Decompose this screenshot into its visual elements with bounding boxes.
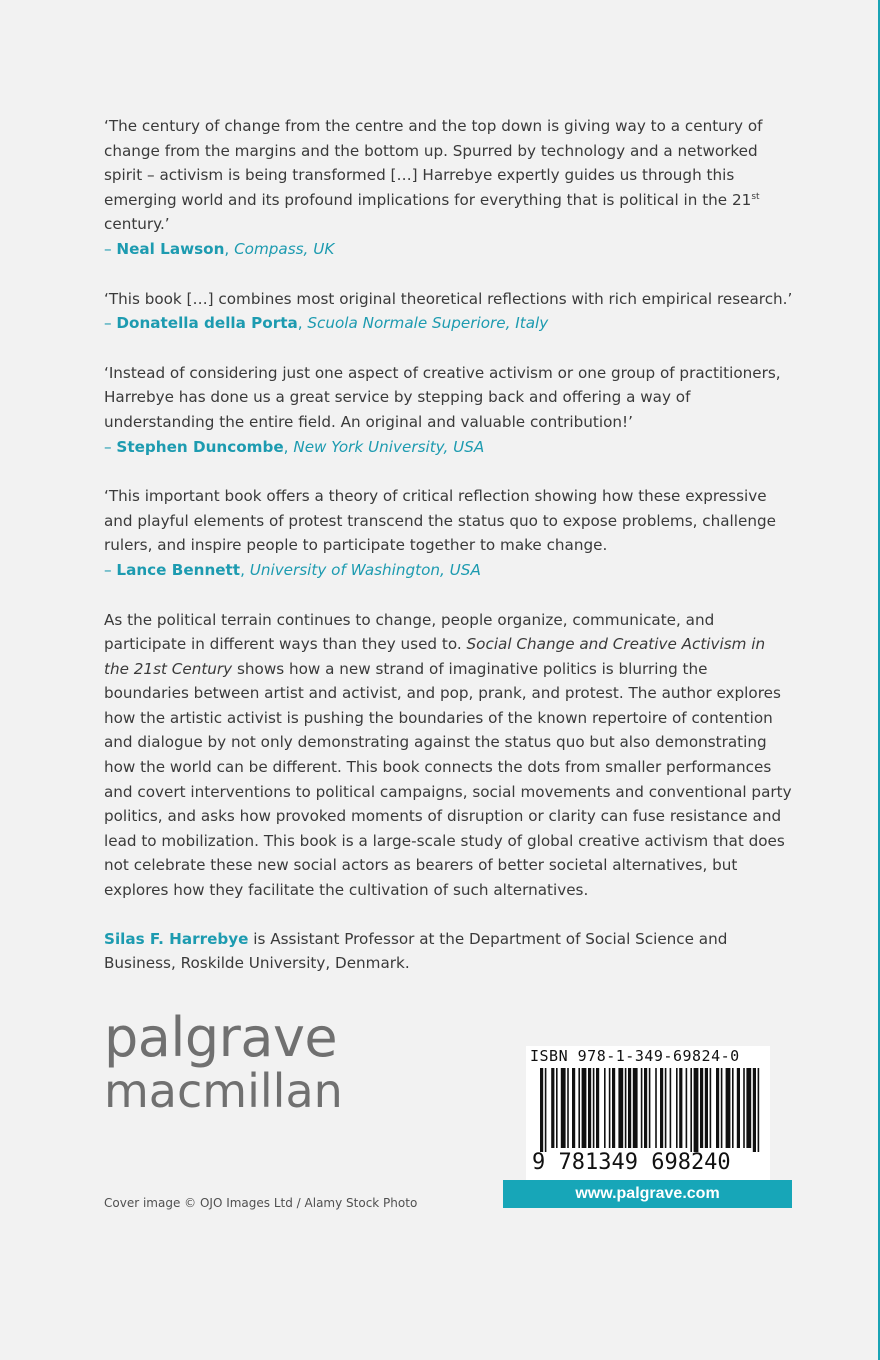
- barcode-bar: [625, 1068, 627, 1148]
- isbn-barcode: [526, 1046, 770, 1180]
- barcode-bar: [633, 1068, 638, 1148]
- barcode-bar: [618, 1068, 623, 1148]
- barcode-digits: 9 781349 698240: [532, 1150, 731, 1175]
- barcode-bar: [690, 1068, 692, 1152]
- barcode-bar: [676, 1068, 678, 1148]
- barcode-bar: [694, 1068, 699, 1152]
- barcode-bar: [567, 1068, 569, 1148]
- barcode-bar: [593, 1068, 595, 1148]
- barcode-bar: [609, 1068, 611, 1148]
- barcode-bar: [556, 1068, 558, 1148]
- barcode-bar: [670, 1068, 672, 1148]
- barcode-bar: [716, 1068, 719, 1148]
- author-name: Silas F. Harrebye: [104, 929, 249, 948]
- review-attribution: – Donatella della Porta, Scuola Normale Superiore, Italy: [104, 314, 549, 333]
- barcode-bar: [628, 1068, 631, 1148]
- barcode-bar: [737, 1068, 740, 1148]
- book-description: [104, 608, 794, 903]
- book-title-italic: Social Change and Creative Activism in the 21st Century: [104, 635, 766, 678]
- barcode-bar: [582, 1068, 587, 1148]
- review-quote-text: ‘The century of change from the centre and the top down is giving way to a century of change from the margins and the bottom up. Spurred by technology and a networked spirit – activism is being transformed […] Harrebye expertly guides us through this emerging world and its profound implications for everything that is political in the 21: [104, 117, 763, 209]
- barcode-bar: [572, 1068, 575, 1148]
- barcode-bar: [700, 1068, 703, 1148]
- barcode-bar: [596, 1068, 599, 1148]
- barcode-bar: [705, 1068, 708, 1148]
- barcode-bar: [644, 1068, 647, 1148]
- publisher-url[interactable]: www.palgrave.com: [503, 1180, 792, 1208]
- barcode-bar: [551, 1068, 554, 1148]
- barcode-bar: [710, 1068, 712, 1148]
- cover-image-credit: Cover image © OJO Images Ltd / Alamy Stock Photo: [104, 1196, 418, 1210]
- review-2: [104, 287, 794, 336]
- barcode-bar: [753, 1068, 756, 1152]
- review-quote: ‘This important book offers a theory of critical reflection showing how these expressive and playful elements of protest transcend the status quo to expose problems, challenge rulers, and inspire people to participate together to make change.: [104, 487, 776, 555]
- reviewer-affiliation: Scuola Normale Superiore, Italy: [307, 314, 549, 333]
- barcode-bar: [545, 1068, 547, 1152]
- barcode-bar: [758, 1068, 760, 1152]
- barcode-bar: [721, 1068, 723, 1148]
- reviewer-name: Stephen Duncombe: [116, 437, 284, 456]
- review-quote: [104, 114, 794, 237]
- isbn-label: ISBN 978-1-349-69824-0: [530, 1047, 740, 1065]
- barcode-bar: [660, 1068, 663, 1148]
- barcode-bar: [726, 1068, 731, 1148]
- review-attribution: – Stephen Duncombe, New York University, USA: [104, 437, 485, 456]
- review-attribution: – Neal Lawson, Compass, UK: [104, 239, 335, 258]
- barcode-bar: [746, 1068, 751, 1148]
- description-text-start: As the political terrain continues to change, people organize, communicate, and participate in different ways than they used to.: [104, 610, 715, 654]
- barcode-bar: [612, 1068, 615, 1148]
- author-bio-text: is Assistant Professor at the Department of Social Science and Business, Roskilde University, Denmark.: [104, 929, 728, 973]
- reviewer-affiliation: University of Washington, USA: [249, 560, 481, 579]
- review-quote: ‘Instead of considering just one aspect of creative activism or one group of practitioners, Harrebye has done us a great service by stepping back and offering a way of understanding the entire field. An original and valuable contribution!’: [104, 363, 781, 431]
- reviewer-affiliation: Compass, UK: [234, 239, 335, 258]
- publisher-logo: [104, 1008, 343, 1116]
- reviewer-name: Lance Bennett: [116, 560, 241, 579]
- review-quote-superscript: st: [751, 191, 760, 202]
- barcode-bar: [655, 1068, 657, 1148]
- review-1: [104, 114, 794, 262]
- review-4: [104, 484, 794, 582]
- reviewer-name: Donatella della Porta: [116, 314, 298, 333]
- reviewer-name: Neal Lawson: [116, 239, 225, 258]
- barcode-bar: [588, 1068, 591, 1148]
- barcode-bar: [665, 1068, 667, 1148]
- barcode-bar: [732, 1068, 734, 1148]
- barcode-bar: [679, 1068, 682, 1148]
- barcode-bar: [578, 1068, 580, 1148]
- review-quote: ‘This book […] combines most original theoretical reflections with rich empirical research.’: [104, 289, 793, 308]
- author-bio: [104, 927, 794, 976]
- review-3: [104, 361, 794, 459]
- description-text-end: shows how a new strand of imaginative politics is blurring the boundaries between artist and activist, and pop, prank, and protest. The author explores how the artistic activist is pushing the boundaries of the known repertoire of contention and dialogue by not only demonstrating against the status quo but also demonstrating how the world can be different. This book connects the dots from smaller performances and covert interventions to political campaigns, social movements and conventional party politics, and asks how provoked moments of disruption or clarity can fuse resistance and lead to mobilization. This book is a large-scale study of global creative activism that does not celebrate these new social actors as bearers of better societal alternatives, but explores how they facilitate the cultivation of such alternatives.: [104, 659, 792, 900]
- barcode-bar: [649, 1068, 651, 1148]
- barcode-bar: [641, 1068, 643, 1148]
- review-attribution: – Lance Bennett, University of Washington, USA: [104, 560, 481, 579]
- barcode-bar: [743, 1068, 745, 1148]
- review-quote-end: century.’: [104, 215, 170, 234]
- publisher-logo-line2: macmillan: [104, 1064, 343, 1118]
- barcode-bar: [686, 1068, 688, 1148]
- reviewer-affiliation: New York University, USA: [293, 437, 485, 456]
- barcode-bars: [526, 1068, 770, 1152]
- publisher-logo-line1: palgrave: [104, 1006, 338, 1069]
- barcode-bar: [561, 1068, 566, 1148]
- barcode-bar: [604, 1068, 606, 1148]
- barcode-bar: [540, 1068, 543, 1152]
- back-cover-text: [104, 114, 794, 976]
